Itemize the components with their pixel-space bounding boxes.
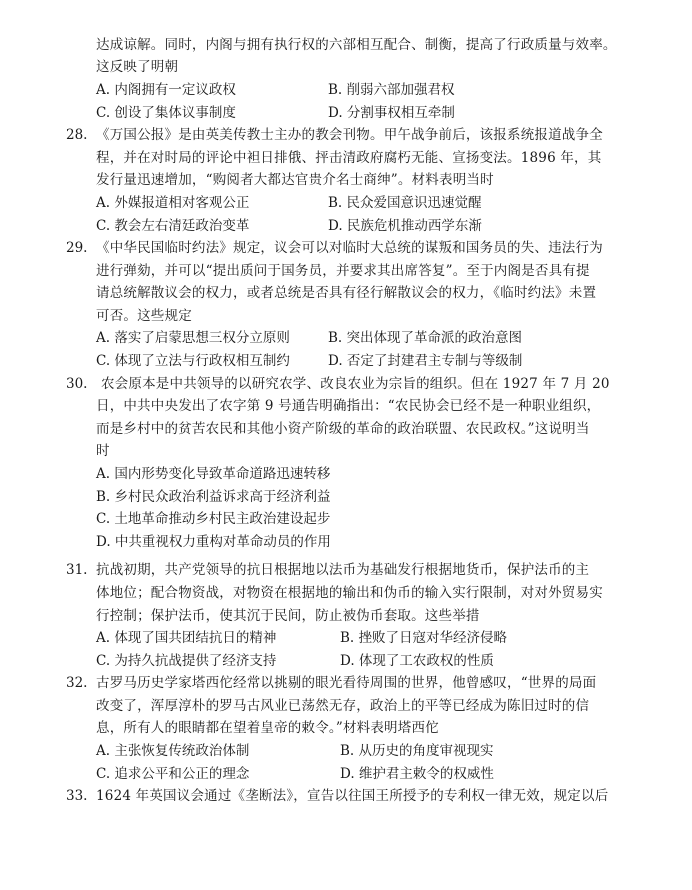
q30-line-2: 日，中共中央发出了农字第 9 号通告明确指出：“农民协会已经不是一种职业组织，	[96, 398, 601, 414]
q29-line-1: 《中华民国临时约法》规定，议会可以对临时大总统的谋叛和国务员的失、违法行为	[96, 240, 603, 256]
q29-option-a: A. 落实了启蒙思想三权分立原则	[96, 330, 290, 346]
q32-option-c: C. 追求公平和公正的理念	[96, 766, 250, 782]
q33-number: 33.	[66, 788, 88, 804]
q31-option-a: A. 体现了国共团结抗日的精神	[96, 630, 277, 646]
q30-line-1: 农会原本是中共领导的以研究农学、改良农业为宗旨的组织。但在 1927 年 7 月 20	[101, 376, 610, 392]
q32-option-b: B. 从历史的角度审视现实	[340, 743, 494, 759]
q29-number: 29.	[66, 240, 88, 256]
q27-option-a: A. 内阁拥有一定议政权	[96, 82, 236, 98]
q31-option-c: C. 为持久抗战提供了经济支持	[96, 653, 277, 669]
q27-line-1: 达成谅解。同时，内阁与拥有执行权的六部相互配合、制衡，提高了行政质量与效率。	[96, 37, 617, 53]
q28-option-c: C. 教会左右清廷政治变革	[96, 218, 250, 234]
q28-line-1: 《万国公报》是由英美传教士主办的教会刊物。甲午战争前后，该报系统报道战争全	[96, 127, 603, 143]
q27-option-b: B. 削弱六部加强君权	[328, 82, 455, 98]
q30-option-c: C. 土地革命推动乡村民主政治建设起步	[96, 511, 331, 527]
q32-line-1: 古罗马历史学家塔西佗经常以挑剔的眼光看待周围的世界，他曾感叹，“世界的局面	[96, 675, 597, 691]
q29-option-b: B. 突出体现了革命派的政治意图	[328, 330, 523, 346]
q28-option-b: B. 民众爱国意识迅速觉醒	[328, 195, 482, 211]
q31-line-1: 抗战初期，共产党领导的抗日根据地以法币为基础发行根据地货币，保护法币的主	[96, 562, 590, 578]
q29-option-c: C. 体现了立法与行政权相互制约	[96, 353, 290, 369]
q28-number: 28.	[66, 127, 88, 143]
q30-line-3: 而是乡村中的贫苦农民和其他小资产阶级的革命的政治联盟、农民政权。”这说明当	[96, 421, 590, 437]
q30-option-a: A. 国内形势变化导致革命道路迅速转移	[96, 466, 331, 482]
q30-number: 30.	[66, 376, 88, 392]
q28-line-3: 发行量迅速增加，“购阅者大都达官贵介名士商绅”。材料表明当时	[96, 172, 494, 188]
q27-option-d: D. 分割事权相互牵制	[328, 105, 455, 121]
q32-option-d: D. 维护君主敕令的权威性	[340, 766, 494, 782]
q31-number: 31.	[66, 562, 88, 578]
q27-option-c: C. 创设了集体议事制度	[96, 105, 236, 121]
q28-line-2: 程，并在对时局的评论中袒日排俄、抨击清政府腐朽无能、宣扬变法。1896 年，其	[96, 150, 602, 166]
q30-line-4: 时	[96, 443, 110, 459]
q31-line-2: 体地位；配合物资战，对物资在根据地的输出和伪币的输入实行限制，对对外贸易实	[96, 585, 603, 601]
q32-line-3: 息，所有人的眼睛都在望着皇帝的敕令。”材料表明塔西佗	[96, 720, 439, 736]
q32-option-a: A. 主张恢复传统政治体制	[96, 743, 250, 759]
q29-line-3: 请总统解散议会的权力，或者总统是否具有径行解散议会的权力，《临时约法》未置	[96, 285, 597, 301]
q29-option-d: D. 否定了封建君主专制与等级制	[328, 353, 523, 369]
q32-number: 32.	[66, 675, 88, 691]
q29-line-4: 可否。这些规定	[96, 308, 192, 324]
q30-option-b: B. 乡村民众政治利益诉求高于经济利益	[96, 489, 331, 505]
q30-option-d: D. 中共重视权力重构对革命动员的作用	[96, 534, 331, 550]
q27-line-2: 这反映了明朝	[96, 59, 179, 75]
q31-line-3: 行控制；保护法币，使其沉于民间，防止被伪币套取。这些举措	[96, 608, 480, 624]
q29-line-2: 进行弹劾，并可以“提出质问于国务员，并要求其出席答复”。至于内阁是否具有提	[96, 263, 590, 279]
q31-option-b: B. 挫败了日寇对华经济侵略	[340, 630, 508, 646]
q28-option-a: A. 外媒报道相对客观公正	[96, 195, 250, 211]
q28-option-d: D. 民族危机推动西学东渐	[328, 218, 482, 234]
q33-line-1: 1624 年英国议会通过《垄断法》，宣告以往国王所授予的专利权一律无效，规定以后	[96, 788, 609, 804]
q31-option-d: D. 体现了工农政权的性质	[340, 653, 494, 669]
q32-line-2: 改变了，浑厚淳朴的罗马古风业已荡然无存，政治上的平等已经成为陈旧过时的信	[96, 698, 590, 714]
